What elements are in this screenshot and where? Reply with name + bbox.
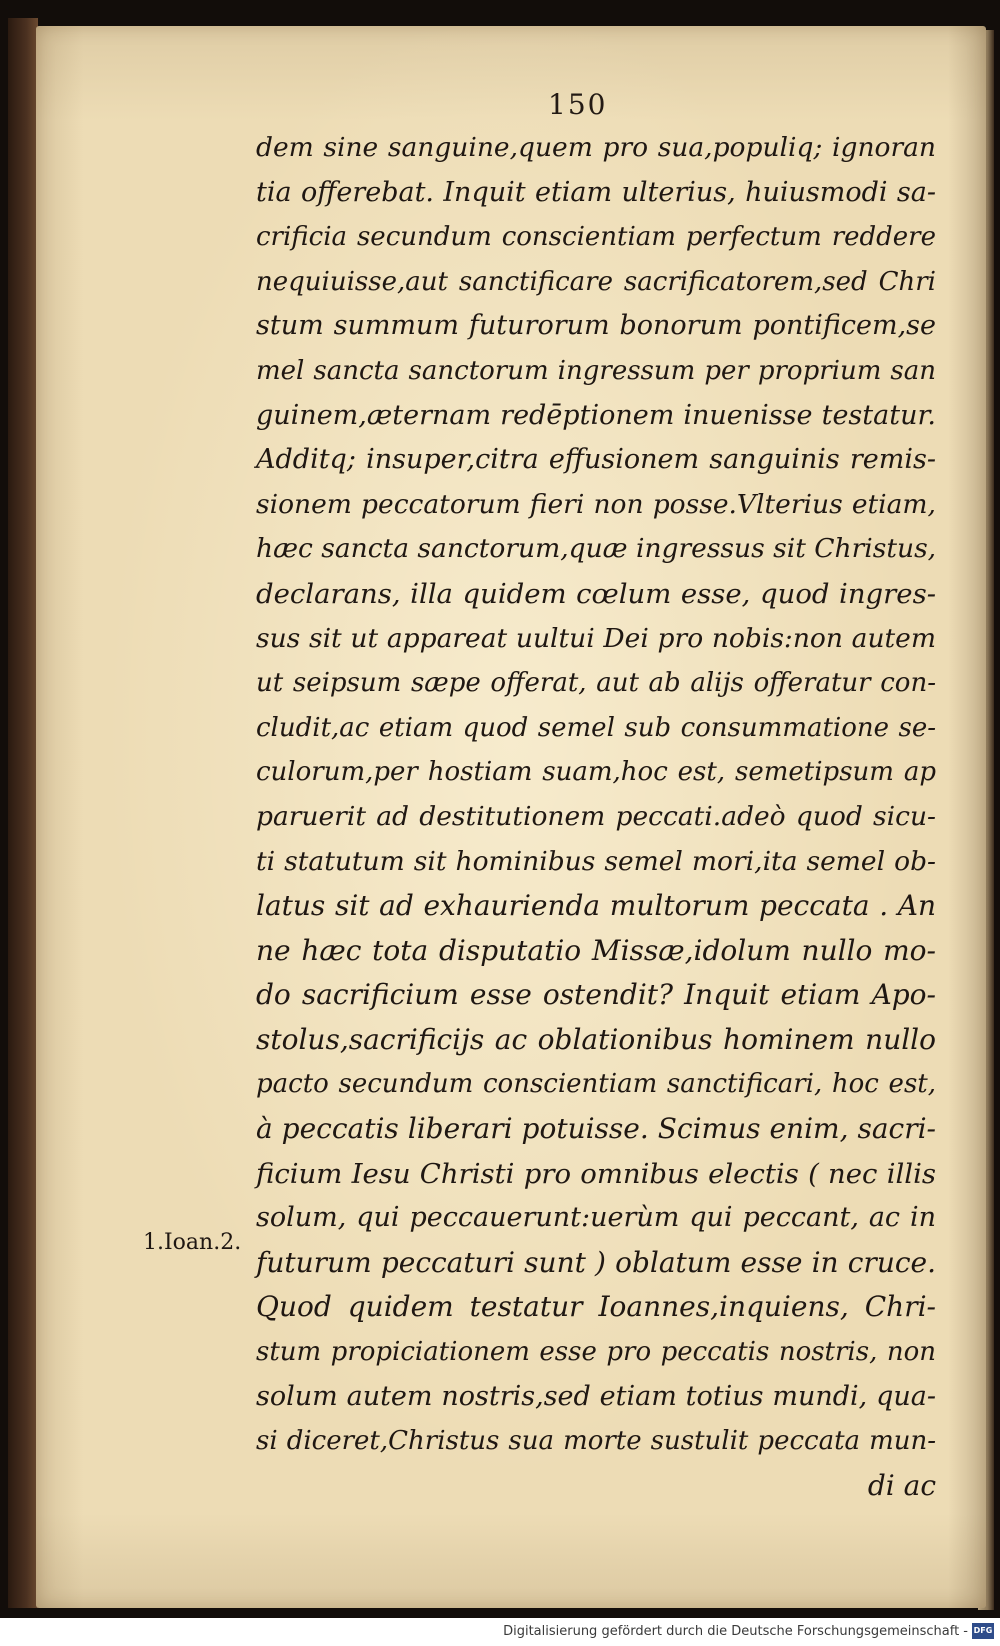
text-line: do sacrificium esse ostendit? Inquit etiam Apo- bbox=[256, 978, 936, 1012]
text-line: ficium Iesu Christi pro omnibus electis ( nec illis bbox=[256, 1157, 936, 1190]
text-line: ut seipsum sæpe offerat, aut ab alijs offeratur con- bbox=[256, 668, 936, 699]
text-line: solum autem nostris,sed etiam totius mundi, qua- bbox=[256, 1380, 936, 1412]
text-line: mel sancta sanctorum ingressum per proprium san bbox=[256, 355, 936, 386]
text-line: solum, qui peccauerunt:uerùm qui peccant, ac in bbox=[256, 1202, 936, 1234]
text-line: Quod quidem testatur Ioannes,inquiens, Chri- bbox=[256, 1290, 936, 1324]
text-block bbox=[256, 126, 936, 1508]
catchword: di ac bbox=[867, 1468, 936, 1502]
footer-bar bbox=[0, 1618, 1000, 1646]
text-line: Additq; insuper,citra effusionem sanguinis remis- bbox=[256, 444, 936, 476]
text-line: cludit,ac etiam quod semel sub consummatione se- bbox=[256, 712, 936, 743]
text-line: declarans, illa quidem cœlum esse, quod ingres- bbox=[256, 577, 936, 610]
text-line: stum propiciationem esse pro peccatis nostris, non bbox=[256, 1337, 936, 1368]
text-line: nequiuisse,aut sanctificare sacrificatorem,sed Chri bbox=[256, 266, 936, 297]
text-line: culorum,per hostiam suam,hoc est, semetipsum ap bbox=[256, 757, 936, 788]
text-line: paruerit ad destitutionem peccati.adeò quod sicu- bbox=[256, 800, 936, 832]
book-binding-edge bbox=[8, 18, 38, 1608]
text-line: hæc sancta sanctorum,quæ ingressus sit Christus, bbox=[256, 533, 937, 565]
text-line: sus sit ut appareat uultui Dei pro nobis:non autem bbox=[256, 622, 936, 654]
text-line: dem sine sanguine,quem pro sua,populiq; ignoran bbox=[256, 132, 936, 163]
text-line: crificia secundum conscientiam perfectum reddere bbox=[256, 222, 936, 253]
text-line: stum summum futurorum bonorum pontificem,se bbox=[256, 310, 936, 342]
funding-notice: Digitalisierung gefördert durch die Deutsche Forschungsgemeinschaft - bbox=[503, 1624, 968, 1639]
text-line: ti statutum sit hominibus semel mori,ita semel ob- bbox=[256, 845, 936, 877]
text-line: latus sit ad exhaurienda multorum peccata . An bbox=[256, 889, 936, 923]
text-line: si diceret,Christus sua morte sustulit peccata mun- bbox=[256, 1426, 936, 1457]
text-line: ne hæc tota disputatio Missæ,idolum nullo mo- bbox=[256, 933, 936, 967]
text-line: pacto secundum conscientiam sanctificari, hoc est, bbox=[256, 1069, 936, 1100]
text-line: futurum peccaturi sunt ) oblatum esse in cruce. bbox=[256, 1245, 936, 1279]
margin-note: 1.Ioan.2. bbox=[143, 1230, 242, 1255]
text-line: stolus,sacrificijs ac oblationibus hominem nullo bbox=[256, 1022, 936, 1056]
text-line: guinem,æternam redēptionem inuenisse testatur. bbox=[256, 399, 936, 431]
text-line: sionem peccatorum fieri non posse.Vlterius etiam, bbox=[256, 488, 936, 520]
text-line: à peccatis liberari potuisse. Scimus enim, sacri- bbox=[256, 1112, 936, 1146]
dfg-logo-icon: DFG bbox=[972, 1623, 994, 1639]
page-number: 150 bbox=[548, 88, 608, 121]
text-line: tia offerebat. Inquit etiam ulterius, huiusmodi sa- bbox=[256, 176, 936, 208]
